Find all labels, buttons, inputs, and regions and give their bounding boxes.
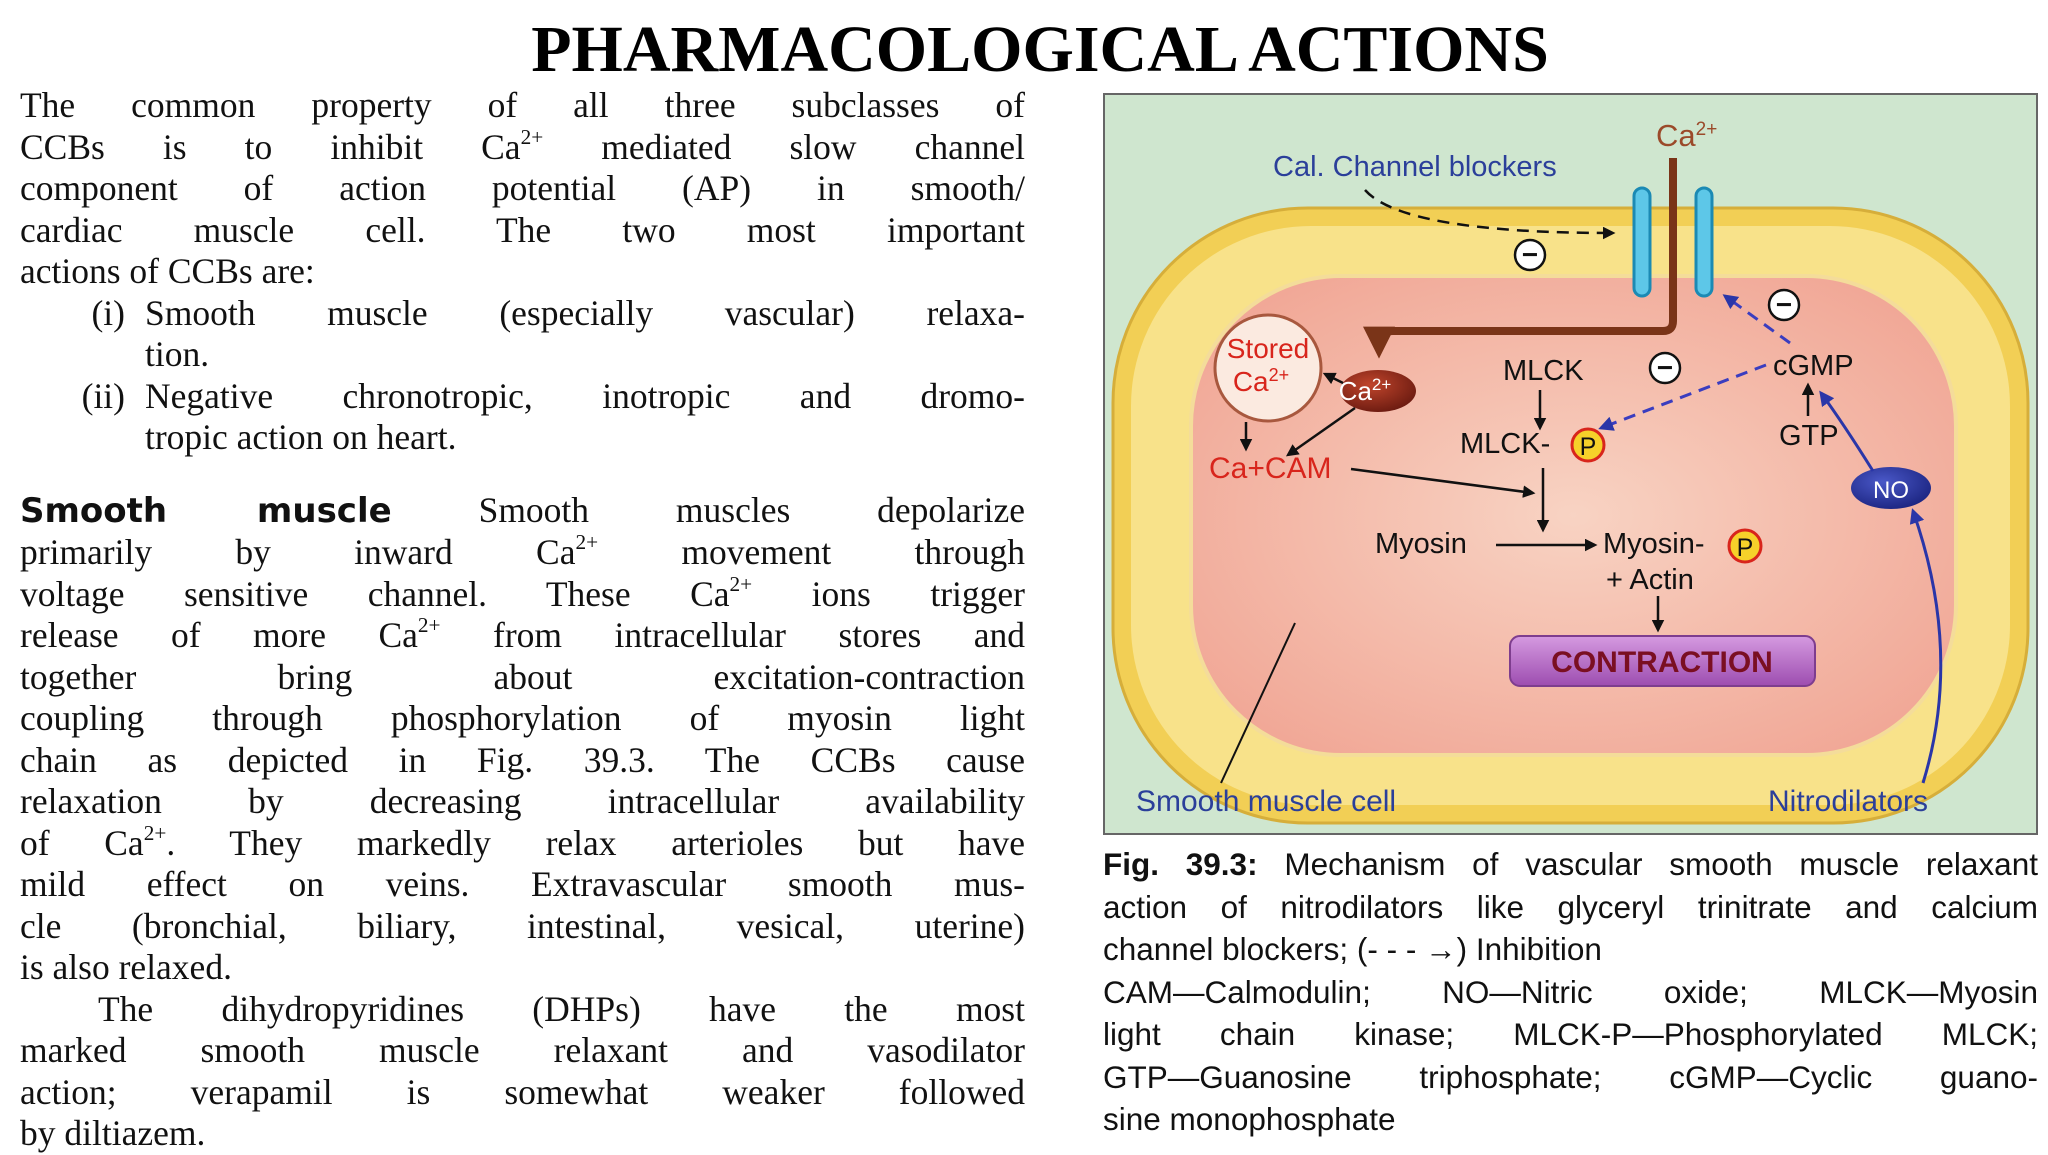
section-heading: Smooth muscle <box>20 490 392 531</box>
cgmp-label: cGMP <box>1773 350 1854 382</box>
superscript: 2+ <box>143 820 167 845</box>
minus-icon: − <box>1656 352 1674 383</box>
smooth-text: of Ca <box>20 822 144 863</box>
action-text-line: tion. <box>145 334 210 374</box>
smooth-text: primarily by inward Ca <box>20 532 576 572</box>
gtp-label: GTP <box>1779 420 1839 452</box>
smooth-line-6: coupling through phosphorylation of myosin light <box>20 698 1025 738</box>
dhp-line-4: by diltiazem. <box>20 1113 206 1153</box>
figure-caption <box>1103 843 2038 1141</box>
mechanism-figure <box>1103 93 2038 835</box>
mechanism-diagram <box>1103 93 2038 835</box>
smooth-line-11: cle (bronchial, biliary, intestinal, vesical, uterine) <box>20 905 1025 946</box>
minus-icon: − <box>1775 289 1793 320</box>
action-item-1 <box>20 293 1025 376</box>
smooth-text: ions trigger <box>752 573 1025 614</box>
caption-line-7: sine monophosphate <box>1103 1101 1396 1137</box>
nitrodilators-label: Nitrodilators <box>1768 785 1929 818</box>
cacam-label: Ca+CAM <box>1209 452 1332 485</box>
phosphate-label: P <box>1579 433 1597 461</box>
page-title: PHARMACOLOGICAL ACTIONS <box>531 13 1549 86</box>
smooth-line-4 <box>20 615 1025 657</box>
superscript: 2+ <box>417 613 441 638</box>
smooth-text: from intracellular stores and <box>440 615 1025 655</box>
body-text-column <box>20 85 1025 1155</box>
ca-ion-label: $Ca^{2+}$ <box>1338 375 1392 406</box>
caption-line-5: light chain kinase; MLCK-P—Phosphorylated MLCK; <box>1103 1016 2038 1052</box>
smooth-line-8: relaxation by decreasing intracellular availability <box>20 781 1025 821</box>
action-number: (i) <box>91 292 125 333</box>
smooth-line-2 <box>20 532 1025 574</box>
intro-line-2 <box>20 124 1025 169</box>
mlckp-label: MLCK- <box>1460 428 1551 460</box>
caption-line-4: CAM—Calmodulin; NO—Nitric oxide; MLCK—Myosin <box>1103 973 2038 1010</box>
caption-line-2: action of nitrodilators like glyceryl trinitrate and calcium <box>1103 888 2038 925</box>
intro-line-5: actions of CCBs are: <box>20 251 315 291</box>
caption-line-6: GTP—Guanosine triphosphate; cGMP—Cyclic guano- <box>1103 1058 2038 1095</box>
stored-label: Stored <box>1226 333 1310 364</box>
superscript: 2+ <box>729 571 753 596</box>
action-text-line: Negative chronotropic, inotropic and dromo- <box>145 375 1025 416</box>
smooth-muscle-cell-label: Smooth muscle cell <box>1136 785 1397 818</box>
dhp-line-3: action; verapamil is somewhat weaker followed <box>20 1071 1025 1112</box>
superscript: 2+ <box>575 530 599 555</box>
actin-label: + Actin <box>1606 564 1694 596</box>
myosinp-label: Myosin- <box>1603 528 1705 560</box>
smooth-line-3 <box>20 571 1025 616</box>
intro-line-4: cardiac muscle cell. The two most important <box>20 209 1025 250</box>
action-text-line: Smooth muscle (especially vascular) relaxa- <box>145 292 1025 333</box>
smooth-text: release of more Ca <box>20 615 418 655</box>
intro-line-3: component of action potential (AP) in smooth/ <box>20 168 1025 208</box>
myosin-label: Myosin <box>1375 528 1467 560</box>
smooth-line-7: chain as depicted in Fig. 39.3. The CCBs cause <box>20 739 1025 780</box>
dhp-line-1: The dihydropyridines (DHPs) have the most <box>98 988 1025 1029</box>
intro-line-1: The common property of all three subclasses of <box>20 85 1025 125</box>
stored-ca-label: $Ca^{2+}$ <box>1232 365 1290 397</box>
caption-text: Mechanism of vascular smooth muscle relaxant <box>1257 846 2038 882</box>
caption-line-3: channel blockers; (- - - →) Inhibition <box>1103 931 1602 967</box>
action-text-line: tropic action on heart. <box>145 417 457 457</box>
smooth-line-10: mild effect on veins. Extravascular smooth mus- <box>20 864 1025 904</box>
smooth-line-1 <box>20 490 1025 533</box>
phosphate-label: P <box>1736 534 1754 562</box>
calcium-channel-right <box>1696 188 1712 296</box>
dhp-line-2: marked smooth muscle relaxant and vasodilator <box>20 1030 1025 1070</box>
smooth-text: voltage sensitive channel. These Ca <box>20 573 730 614</box>
calcium-channel-left <box>1634 188 1650 296</box>
superscript: 2+ <box>520 124 544 149</box>
smooth-text: . They markedly relax arterioles but have <box>166 822 1025 863</box>
smooth-line-12: is also relaxed. <box>20 947 232 987</box>
action-text <box>145 376 1025 459</box>
action-number: (ii) <box>81 375 125 416</box>
caption-line-1 <box>1103 843 2038 886</box>
smooth-line-5: together bring about excitation-contraction <box>20 656 1025 697</box>
caption-figure-number: Fig. 39.3: <box>1103 846 1258 882</box>
mlck-label: MLCK <box>1503 355 1584 387</box>
action-item-2 <box>20 376 1025 459</box>
smooth-line-9 <box>20 820 1025 865</box>
smooth-text: movement through <box>598 532 1025 572</box>
smooth-text: Smooth muscles depolarize <box>391 489 1025 530</box>
minus-icon: − <box>1521 239 1539 270</box>
contraction-label: CONTRACTION <box>1551 646 1773 679</box>
no-label: NO <box>1873 477 1909 504</box>
action-text <box>145 293 1025 376</box>
intro-line-2-b: mediated slow channel <box>543 126 1025 167</box>
ca-extracellular-label: $Ca^{2+}$ <box>1656 118 1718 153</box>
intro-line-2-a: CCBs is to inhibit Ca <box>20 126 521 167</box>
ccb-label: Cal. Channel blockers <box>1273 151 1557 183</box>
